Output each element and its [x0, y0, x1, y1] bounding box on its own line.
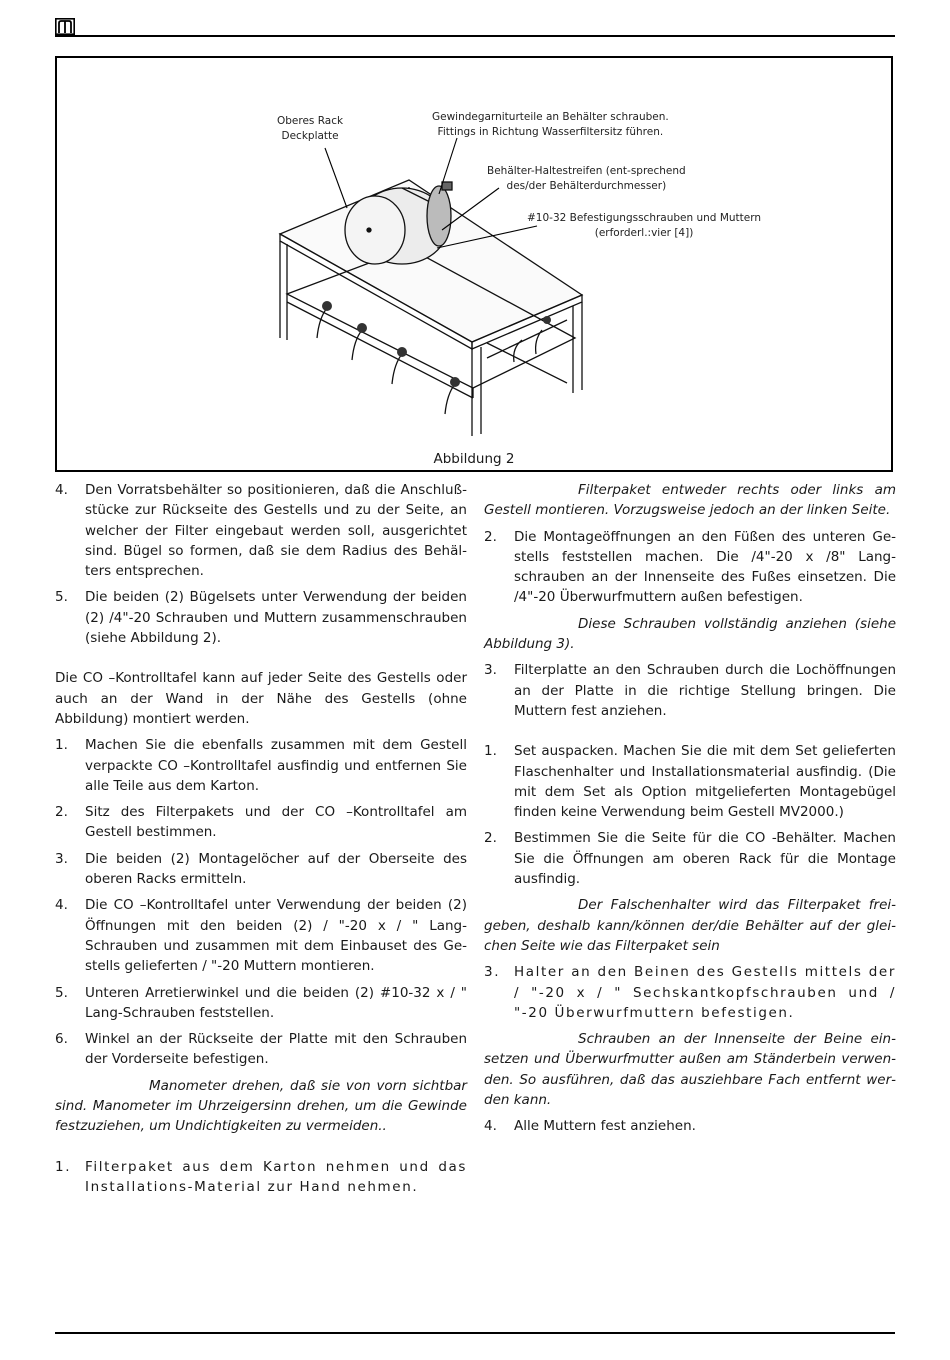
figure-caption: Abbildung 2 — [433, 451, 515, 467]
list-item: 3. Die beiden (2) Montagelöcher auf der Oberseite des oberen Racks ermitteln. — [55, 850, 467, 888]
list-item: 2. Sitz des Filterpakets und der CO –Kontrolltafel am Gestell bestimmen. — [55, 804, 467, 841]
callout-mounting-screws: #10-32 Befestigungsschrauben und Muttern (erforderl.:vier [4]) — [527, 212, 762, 239]
callout-top-rack: Oberes Rack Deckplatte — [277, 115, 344, 142]
callout-retaining-strap: Behälter-Haltestreifen (ent-sprechend des/der Behälterdurchmesser) — [487, 165, 686, 192]
list-item: 5. Die beiden (2) Bügelsets unter Verwendung der beiden (2) /4"-20 Schrauben und Muttern zusammenschrauben (siehe Abbildung 2). — [55, 589, 467, 647]
footer-rule — [55, 1332, 895, 1334]
list-item: 4. Die CO –Kontrolltafel unter Verwendung der beiden (2) Öffnungen mit den beiden (2) / "-20 x / " LangSchrauben und zusammen mit dem Einbauset des Gestells gelieferten / "-20 Muttern montieren. — [55, 897, 467, 975]
note-filter-side: Filterpaket entweder rechts oder links am Gestell montieren. Vorzugsweise jedoch an der linken Seite. — [484, 482, 896, 519]
figure-2 — [55, 56, 893, 472]
manufacturer-logo-icon — [55, 18, 75, 35]
list-item: 4. Den Vorratsbehälter so positionieren, daß die Anschlußstücke zur Rückseite des Gestells und zu der Seite, an welcher der Filter eingebaut werden soll, ausgerichtet sind. Bügel so formen, daß sie dem Radius des Behälters entsprechen. — [55, 482, 467, 580]
list-item: 2. Die Montageöffnungen an den Füßen des unteren Gestells feststellen machen. Die /4"-20 x /8" Langschrauben an der Innenseite des Fußes einsetzen. Die /4"-20 Überwurfmuttern außen befestigen. — [484, 528, 896, 606]
list-item: 1. Machen Sie die ebenfalls zusammen mit dem Gestell verpackte CO –Kontrolltafel ausfindig und entfernen Sie alle Teile aus dem Karton. — [55, 737, 467, 794]
right-column — [484, 480, 896, 1143]
note-screws: Diese Schrauben vollständig anziehen (siehe Abbildung 3). — [484, 615, 896, 653]
list-item: 2. Bestimmen Sie die Seite für die CO -Behälter. Machen Sie die Öffnungen am oberen Rack für die Montage ausfindig. — [484, 830, 896, 888]
note-bottle-holder: Der Falschenhalter wird das Filterpaket freigeben, deshalb kann/können der/die Behälter auf der gleichen Seite wie das Filterpaket sein — [484, 897, 896, 954]
list-item: 3. Filterplatte an den Schrauben durch die Lochöffnungen an der Platte in die richtige Stellung bringen. Die Muttern fest anziehen. — [484, 662, 896, 719]
note-inner-leg: Schrauben an der Innenseite der Beine einsetzen und Überwurfmutter außen am Ständerbein verwenden. So ausführen, daß das ausziehbare Fach entfernt werden kann. — [484, 1031, 896, 1109]
callout-fittings: Gewindegarniturteile an Behälter schrauben. Fittings in Richtung Wasserfiltersitz führen. — [432, 111, 669, 138]
list-item: 5. Unteren Arretierwinkel und die beiden (2) #10-32 x / " Lang-Schrauben feststellen. — [55, 984, 467, 1021]
list-item: 3. Halter an den Beinen des Gestells mittels der / "-20 x / " Sechskantkopfschrauben und / "-20 Überwurfmuttern befestigen. — [484, 964, 896, 1021]
note-manometer: Manometer drehen, daß sie von vorn sichtbar sind. Manometer im Uhrzeigersinn drehen, um die Gewinde festzuziehen, um Undichtigkeiten zu vermeiden.. — [55, 1077, 467, 1135]
list-item: 6. Winkel an der Rückseite der Platte mit den Schrauben der Vorderseite befestigen. — [55, 1031, 467, 1068]
left-column — [55, 480, 467, 1203]
list-item: 1. Filterpaket aus dem Karton nehmen und das Installations-Material zur Hand nehmen. — [55, 1158, 467, 1195]
list-item: 4. Alle Muttern fest anziehen. — [484, 1118, 696, 1135]
header-rule — [55, 35, 895, 37]
list-item: 1. Set auspacken. Machen Sie die mit dem Set gelieferten Flaschenhalter und Installationsmaterial ausfindig. (Die mit dem Set als Option mitgelieferten Montagebügel finden keine Verwendung beim Gestell MV2000.) — [484, 743, 896, 821]
paragraph-intro: Die CO –Kontrolltafel kann auf jeder Seite des Gestells oder auch an der Wand in der Nähe des Gestells (ohne Abbildung) montiert werden. — [55, 670, 467, 727]
